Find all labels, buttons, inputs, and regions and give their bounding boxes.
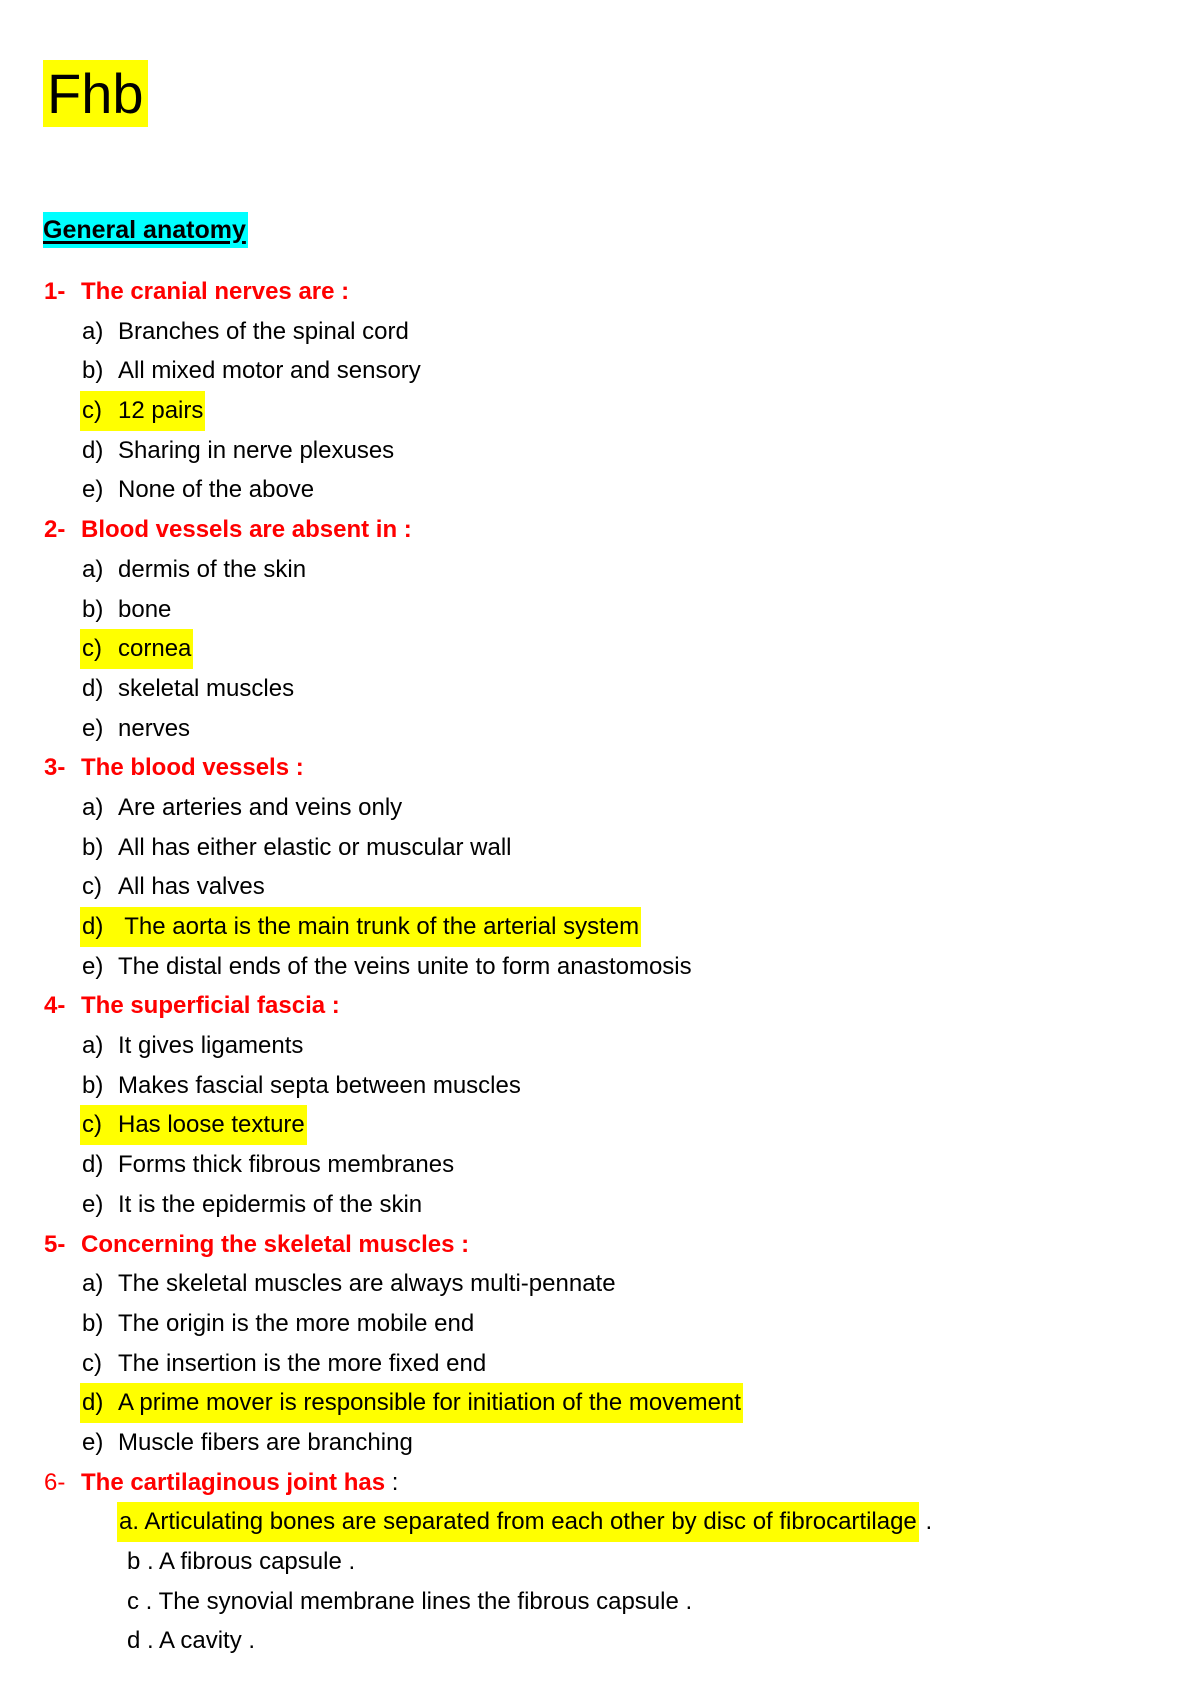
question-number: 5- [44,1230,66,1258]
document-title: Fhb [43,60,148,127]
option-text: skeletal muscles [118,674,295,702]
option-text: The aorta is the main trunk of the arterial system [118,913,640,940]
option-content [80,431,396,471]
option-content [80,1304,476,1344]
correct-answer-highlight [80,907,641,947]
option-label: e) [82,952,104,980]
option-content [80,1264,618,1304]
option-1-d [0,431,1200,471]
question-number: 6- [44,1468,66,1496]
question-tail: : [385,1468,399,1496]
question-number: 1- [44,278,66,305]
option-3-c [0,867,1200,907]
option-text: b . A fibrous capsule . [127,1548,356,1575]
correct-answer-highlight [117,1502,919,1542]
option-content [80,867,267,907]
option-label: e) [82,714,104,742]
option-content [80,1185,424,1225]
option-content [80,788,404,828]
option-4-d [0,1145,1200,1185]
option-text: All has valves [118,873,265,901]
option-content [80,351,423,391]
option-label: a) [82,317,104,345]
option-content [125,1542,357,1582]
option-label: a) [82,793,104,821]
option-text: Forms thick fibrous membranes [118,1151,455,1179]
option-label: d) [82,913,104,940]
option-5-c [0,1344,1200,1384]
option-content [80,550,308,590]
option-text: The insertion is the more fixed end [118,1349,487,1377]
question-1 [0,272,1200,312]
option-text: A prime mover is responsible for initiation of the movement [118,1389,741,1417]
option-content [80,1026,305,1066]
option-6-2 [0,1542,1200,1582]
option-label: d) [82,674,104,702]
option-text: a. Articulating bones are separated from each other by disc of fibrocartilage [119,1508,917,1536]
option-5-d [0,1383,1200,1423]
correct-answer-highlight [80,629,193,669]
option-3-b [0,828,1200,868]
option-text: Branches of the spinal cord [118,317,409,345]
question-4 [0,986,1200,1026]
option-label: c) [82,1111,102,1139]
option-text: It gives ligaments [118,1032,304,1060]
option-1-a [0,312,1200,352]
option-2-c [0,629,1200,669]
option-content [80,1423,415,1463]
option-text: The origin is the more mobile end [118,1309,475,1337]
option-label: b) [82,833,104,861]
option-label: c) [82,635,102,663]
option-text: 12 pairs [118,397,204,425]
question-text: The cranial nerves are : [81,278,350,305]
question-text: Concerning the skeletal muscles : [81,1230,470,1258]
option-label: d) [82,436,104,464]
option-text: The distal ends of the veins unite to form anastomosis [118,952,692,980]
option-text: Muscle fibers are branching [118,1428,413,1456]
option-label: e) [82,1190,104,1218]
option-text: Sharing in nerve plexuses [118,436,395,464]
option-label: a) [82,555,104,583]
option-2-d [0,669,1200,709]
option-content [80,590,173,630]
option-label: c) [82,873,102,901]
option-content [80,1145,456,1185]
option-content [80,1344,488,1384]
option-text: Makes fascial septa between muscles [118,1071,521,1099]
option-label: e) [82,1428,104,1456]
option-3-e [0,947,1200,987]
option-label: b) [82,357,104,385]
option-content [80,947,694,987]
option-content [125,1621,257,1661]
option-label: d) [82,1151,104,1179]
correct-answer-highlight [80,1383,743,1423]
option-content [80,1066,523,1106]
option-text: dermis of the skin [118,555,307,583]
option-text: Has loose texture [118,1111,305,1139]
option-6-3 [0,1582,1200,1622]
option-label: e) [82,476,104,504]
question-number: 3- [44,754,66,782]
option-4-c [0,1105,1200,1145]
option-text: cornea [118,635,192,663]
question-5 [0,1225,1200,1265]
option-6-1 [0,1502,1200,1542]
option-label: a) [82,1270,104,1298]
question-2 [0,510,1200,550]
option-5-a [0,1264,1200,1304]
option-content [125,1582,694,1622]
option-3-d [0,907,1200,947]
question-list [0,272,1200,1661]
option-1-c [0,391,1200,431]
option-content [80,470,316,510]
option-4-a [0,1026,1200,1066]
option-1-e [0,470,1200,510]
correct-answer-highlight [80,1105,307,1145]
option-text: Are arteries and veins only [118,793,403,821]
question-text: Blood vessels are absent in : [81,516,412,544]
correct-answer-highlight [80,391,205,431]
option-label: b) [82,1309,104,1337]
option-1-b [0,351,1200,391]
option-text: All has either elastic or muscular wall [118,833,512,861]
question-text: The cartilaginous joint has [81,1468,386,1496]
question-number: 2- [44,516,66,544]
option-text: All mixed motor and sensory [118,357,421,385]
option-label: c) [82,397,102,425]
option-text: d . A cavity . [127,1627,256,1655]
option-2-a [0,550,1200,590]
option-label: b) [82,595,104,623]
option-text: c . The synovial membrane lines the fibrous capsule . [127,1587,693,1615]
option-5-b [0,1304,1200,1344]
option-4-b [0,1066,1200,1106]
option-content [80,709,192,749]
option-6-4 [0,1621,1200,1661]
option-label: d) [82,1389,104,1417]
option-label: c) [82,1349,102,1377]
option-5-e [0,1423,1200,1463]
option-2-b [0,590,1200,630]
option-text: None of the above [118,476,315,504]
question-number: 4- [44,992,66,1020]
option-3-a [0,788,1200,828]
question-text: The blood vessels : [81,754,304,782]
option-text: nerves [118,714,191,742]
option-label: a) [82,1032,104,1060]
option-trailing: . [918,1508,933,1536]
option-content [80,669,296,709]
option-content [80,828,513,868]
option-2-e [0,709,1200,749]
option-4-e [0,1185,1200,1225]
section-heading: General anatomy [43,212,248,248]
option-text: It is the epidermis of the skin [118,1190,423,1218]
option-text: The skeletal muscles are always multi-pennate [118,1270,616,1298]
option-text: bone [118,595,172,623]
question-6 [0,1463,1200,1503]
option-label: b) [82,1071,104,1099]
question-text: The superficial fascia : [81,992,340,1020]
option-content [80,312,411,352]
question-3 [0,748,1200,788]
